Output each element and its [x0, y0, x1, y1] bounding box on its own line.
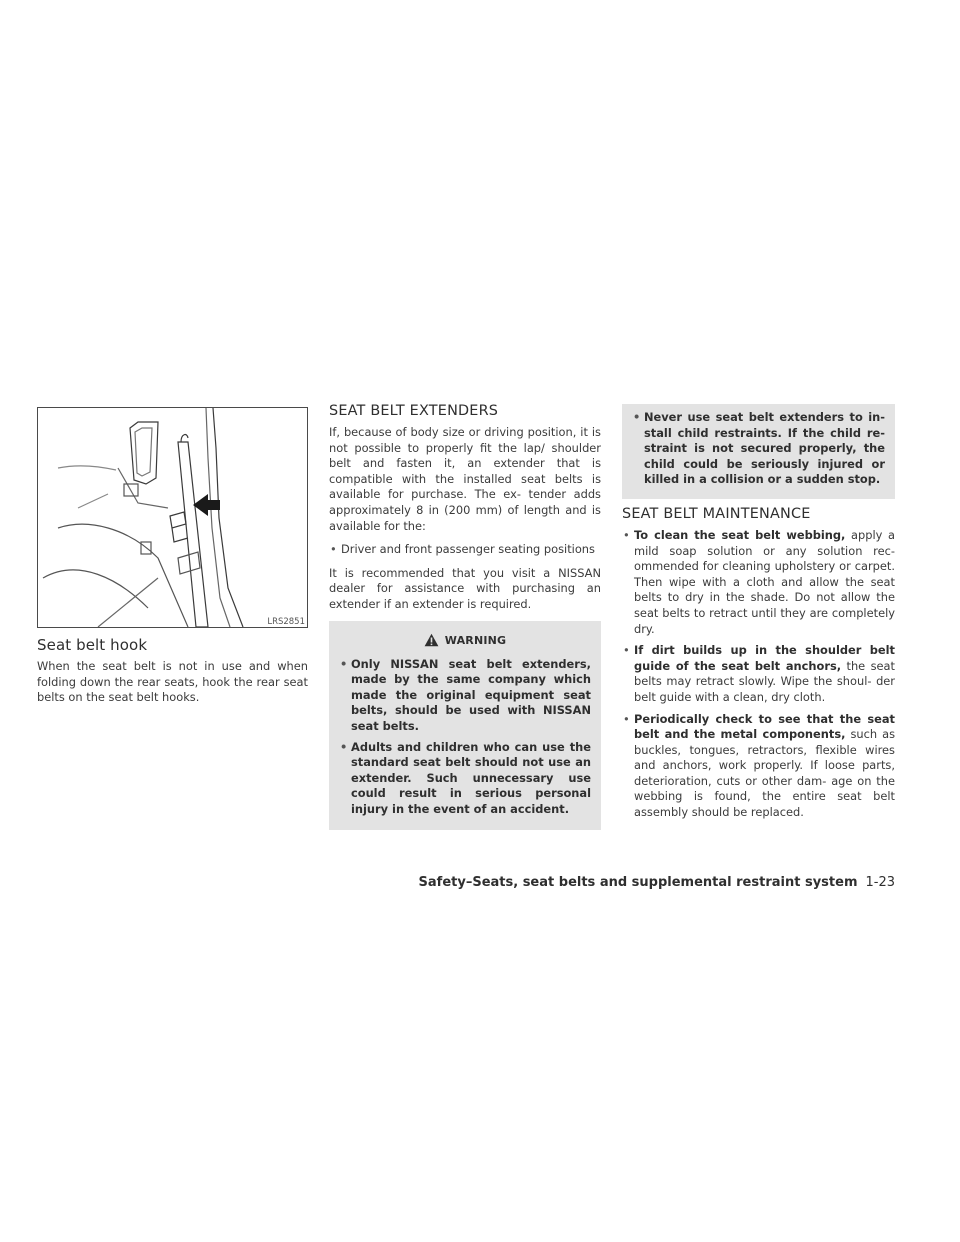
- maintenance-text: such as buckles, tongues, retractors, flexible wires and anchors, work properly. If loose parts, deterioration, cuts or other dam- age on the webbing is found, the entire seat belt assembly should be replaced.: [634, 727, 896, 820]
- page-footer: [0, 875, 895, 890]
- extenders-note: It is recommended that you visit a NISSAN dealer for assistance with purchasing an extender if an extender is required.: [329, 565, 601, 611]
- warning-header: [339, 633, 591, 647]
- maintenance-item: [622, 643, 895, 705]
- seat-belt-hook-drawing: [38, 408, 307, 627]
- warning-item: • Never use seat belt extenders to in- stall child restraints. If the child re- straint is not secured properly, the child could be seriously injured or killed in a collision or a sudden stop.: [632, 410, 885, 488]
- page-number: 1-23: [865, 875, 895, 890]
- maintenance-item: [622, 712, 895, 821]
- list-item: • Driver and front passenger seating positions: [329, 542, 601, 558]
- warning-item: • Only NISSAN seat belt extenders, made by the same company which made the original equipment seat belts, should be used with NISSAN seat belts.: [339, 657, 591, 735]
- maintenance-lead: If dirt builds up in the shoulder belt guide of the seat belt anchors,: [634, 643, 895, 673]
- warning-list: [339, 657, 591, 818]
- extenders-bullet-list: [329, 542, 601, 558]
- warning-box-continued: [622, 404, 895, 499]
- warning-label: WARNING: [444, 633, 507, 647]
- figure-code: LRS2851: [264, 616, 307, 627]
- warning-list-continued: [632, 410, 885, 488]
- maintenance-item: [622, 528, 895, 637]
- maintenance-text: the seat belts may retract slowly. Wipe the shoul- der belt guide with a clean, dry cloth.: [634, 658, 896, 704]
- warning-icon: [424, 633, 439, 647]
- right-column: [622, 400, 895, 829]
- extenders-heading: SEAT BELT EXTENDERS: [329, 403, 499, 419]
- maintenance-lead: To clean the seat belt webbing,: [634, 527, 846, 542]
- maintenance-lead: Periodically check to see that the seat belt and the metal components,: [634, 711, 895, 742]
- maintenance-list: [622, 528, 895, 821]
- middle-column: [329, 400, 601, 830]
- left-column: [37, 400, 308, 714]
- warning-box: [329, 621, 601, 831]
- warning-item: • Adults and children who can use the standard seat belt should not use an extender. Such unnecessary use could result in serious personal injury in the event of an accident.: [339, 740, 591, 818]
- seat-belt-hook-illustration: [37, 407, 308, 628]
- maintenance-text: apply a mild soap solution or any solution rec- ommended for cleaning upholstery or carpet. Then wipe with a cloth and allow the seat belts to dry in the shade. Do not allow the seat belts to retract until they are completely dry.: [634, 527, 895, 636]
- footer-section-title: Safety–Seats, seat belts and supplemental restraint system: [418, 875, 858, 890]
- extenders-intro: If, because of body size or driving position, it is not possible to properly fit the lap/ shoulder belt and fasten it, an extender that is compatible with the installed seat belts is available for purchase. The ex- tender adds approximately 8 in (200 mm) of length and is available for the:: [329, 425, 601, 533]
- seat-belt-hook-heading: Seat belt hook: [37, 636, 148, 654]
- seat-belt-hook-text: When the seat belt is not in use and when folding down the rear seats, hook the rear seat belts on the seat belt hooks.: [37, 659, 308, 705]
- maintenance-heading: SEAT BELT MAINTENANCE: [622, 505, 811, 522]
